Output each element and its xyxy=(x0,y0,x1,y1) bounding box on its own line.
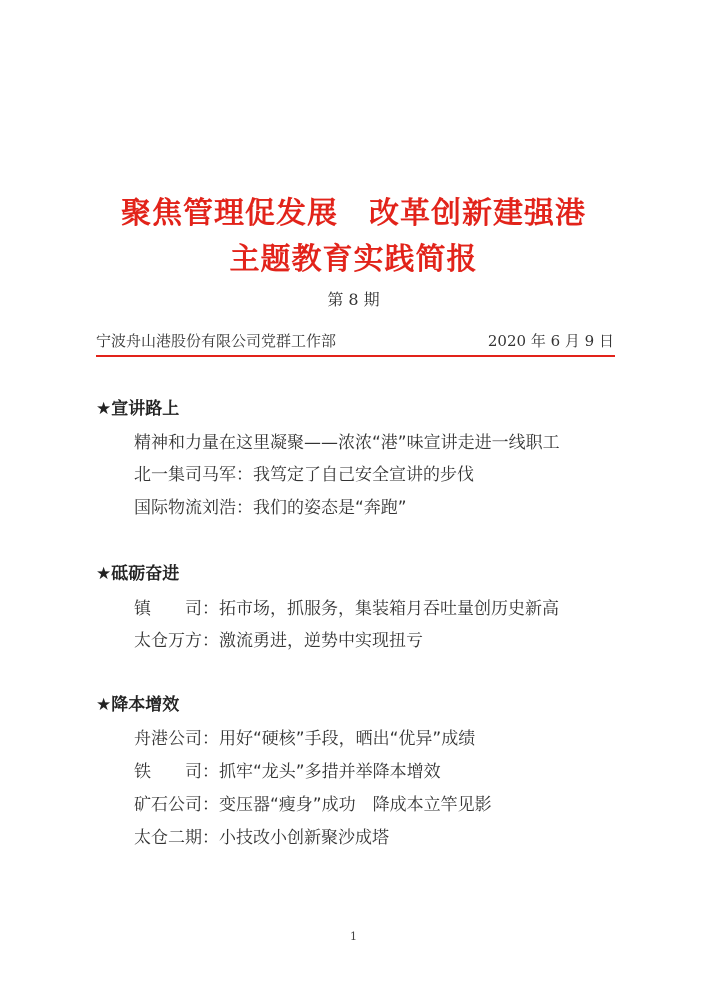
toc-item[interactable]: 太仓二期：小技改小创新聚沙成塔 xyxy=(134,828,389,848)
publish-date: 2020 年 6 月 9 日 xyxy=(487,332,614,350)
toc-item[interactable]: 北一集司马军：我笃定了自己安全宣讲的步伐 xyxy=(134,465,474,485)
issue-number: 第 8 期 xyxy=(327,290,380,309)
meta-row xyxy=(96,330,614,352)
toc-item[interactable]: 国际物流刘浩：我们的姿态是“奔跑” xyxy=(134,498,407,518)
toc-item[interactable]: 矿石公司：变压器“瘦身”成功 降成本立竿见影 xyxy=(134,795,492,815)
header-divider xyxy=(96,355,615,357)
brief-title-line-1: 聚焦管理促发展 改革创新建强港 xyxy=(121,196,586,231)
toc-item[interactable]: 铁 司：抓牢“龙头”多措并举降本增效 xyxy=(134,762,441,782)
section-heading: ★降本增效 xyxy=(96,695,180,715)
section-heading: ★砥砺奋进 xyxy=(96,564,180,584)
toc-item[interactable]: 舟港公司：用好“硬核”手段，晒出“优异”成绩 xyxy=(134,729,476,749)
toc-item[interactable]: 镇 司：拓市场，抓服务，集装箱月吞吐量创历史新高 xyxy=(134,599,559,619)
toc-item[interactable]: 太仓万方：激流勇进，逆势中实现扭亏 xyxy=(134,631,423,651)
page-number: 1 xyxy=(350,930,357,943)
publisher-organization: 宁波舟山港股份有限公司党群工作部 xyxy=(96,332,337,350)
brief-title-line-2: 主题教育实践简报 xyxy=(229,242,478,277)
section-heading: ★宣讲路上 xyxy=(96,399,180,419)
toc-item[interactable]: 精神和力量在这里凝聚——浓浓“港”味宣讲走进一线职工 xyxy=(134,433,560,453)
